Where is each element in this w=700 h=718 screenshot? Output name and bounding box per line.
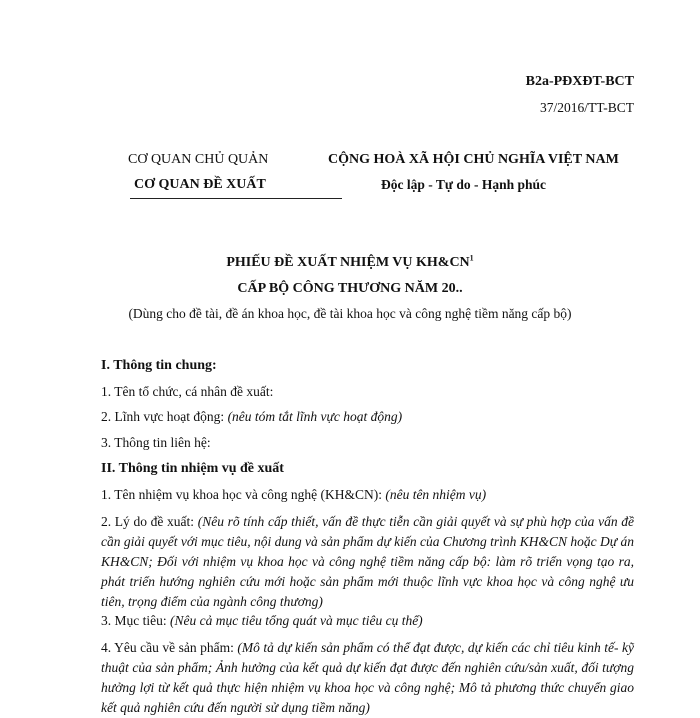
section2-item1 — [101, 487, 486, 503]
section2-heading: II. Thông tin nhiệm vụ đề xuất — [101, 461, 284, 476]
section2-item3-note: (Nêu cả mục tiêu tổng quát và mục tiêu cụ thể) — [170, 613, 423, 628]
nation-name: CỘNG HOÀ XÃ HỘI CHỦ NGHĨA VIỆT NAM — [328, 152, 619, 167]
section2-item4-label: 4. Yêu cầu về sản phẩm: — [101, 640, 238, 655]
section2-item2-note: (Nêu rõ tính cấp thiết, vấn đề thực tiễn cần giải quyết và sự phù hợp của vấn đề cần giải quyết với mục tiêu, nội dung và sản phẩm dự kiến của Chương trình KH&CN hoặc Dự án KH&CN; Đối với nhiệm vụ khoa học và công nghệ tiềm năng cấp bộ: làm rõ triển vọng tạo ra, phát triển hướng nghiên cứu mới hoặc sản phẩm mới thuộc lĩnh vực khoa học và công nghệ ưu tiên, trọng điểm của ngành công thương) — [101, 514, 634, 609]
section2-item2-label: 2. Lý do đề xuất: — [101, 514, 198, 529]
form-code: B2a-PĐXĐT-BCT — [525, 74, 634, 89]
form-title — [0, 255, 700, 271]
section2-item2 — [101, 512, 634, 612]
section1-item2-note: (nêu tóm tắt lĩnh vực hoạt động) — [227, 409, 403, 424]
section1-item3: 3. Thông tin liên hệ: — [101, 435, 211, 450]
title-footnote-marker: 1 — [469, 253, 474, 263]
form-title-level: CẤP BỘ CÔNG THƯƠNG NĂM 20.. — [237, 281, 463, 296]
section1-item2-label: 2. Lĩnh vực hoạt động: — [101, 409, 228, 424]
section2-item1-label: 1. Tên nhiệm vụ khoa học và công nghệ (KH&CN): — [101, 487, 386, 502]
section2-item4-note: (Mô tả dự kiến sản phẩm có thể đạt được, dự kiến các chỉ tiêu kinh tế- kỹ thuật của sản phẩm; Ảnh hưởng của kết quả dự kiến đạt được đến nghiên cứu/sản xuất, đối tượng hưởng lợi từ kết quả thực hiện nhiệm vụ khoa học và công nghệ; Mô tả phương thức chuyển giao kết quả nghiên cứu đến người sử dụng tiềm năng) — [101, 640, 634, 715]
proposing-agency: CƠ QUAN ĐỀ XUẤT — [134, 177, 266, 192]
section2-item1-note: (nêu tên nhiệm vụ) — [385, 487, 487, 502]
section1-item2 — [101, 409, 402, 425]
circular-number: 37/2016/TT-BCT — [539, 100, 634, 115]
nation-motto: Độc lập - Tự do - Hạnh phúc — [381, 177, 547, 192]
section1-item1: 1. Tên tổ chức, cá nhân đề xuất: — [101, 384, 274, 399]
section2-item4 — [101, 638, 634, 715]
section1-heading: I. Thông tin chung: — [101, 358, 217, 373]
governing-agency: CƠ QUAN CHỦ QUẢN — [128, 152, 269, 167]
section2-item3-label: 3. Mục tiêu: — [101, 613, 170, 628]
proposer-underline — [130, 198, 342, 199]
section2-item3 — [101, 613, 423, 629]
form-subtitle: (Dùng cho đề tài, đề án khoa học, đề tài khoa học và công nghệ tiềm năng cấp bộ) — [128, 306, 572, 321]
form-title-text: PHIẾU ĐỀ XUẤT NHIỆM VỤ KH&CN — [226, 255, 470, 270]
